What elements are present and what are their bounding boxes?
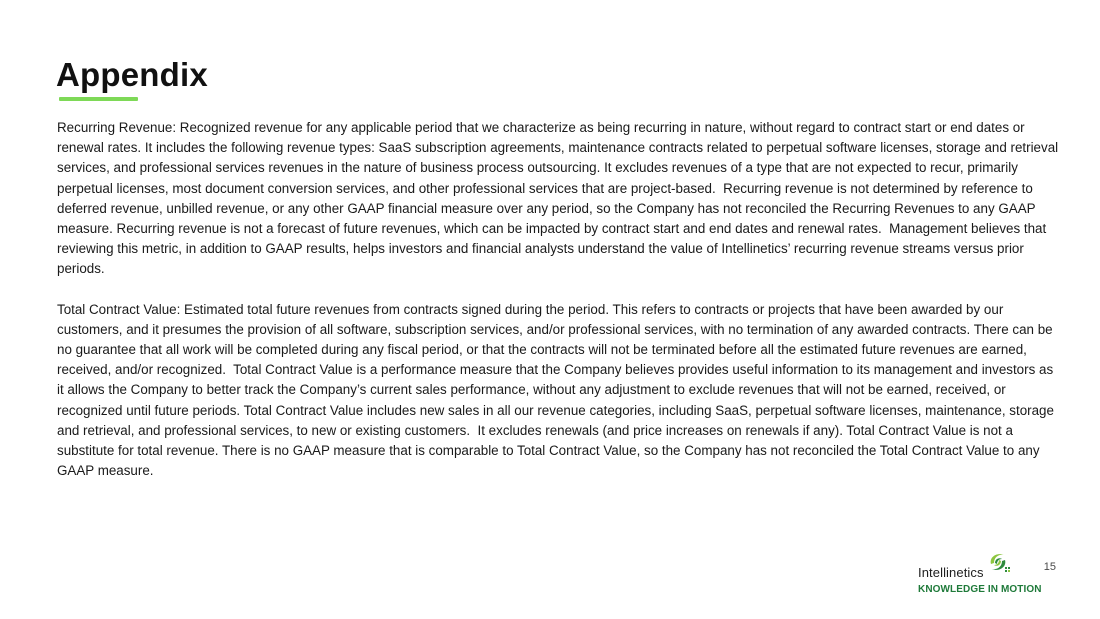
- brand-logo-block: [918, 549, 1058, 599]
- paragraph-recurring-revenue: Recurring Revenue: Recognized revenue for any applicable period that we characterize as being recurring in nature, without regard to contract start or end dates or renewal rates. It includes the following revenue types: SaaS subscription agreements, maintenance contracts related to perpetual software licenses, storage and retrieval services, and professional services revenues in the nature of business process outsourcing. It excludes revenues of a type that are not expected to recur, primarily perpetual licenses, most document conversion services, and other professional services that are project-based. Recurring revenue is not determined by reference to deferred revenue, unbilled revenue, or any other GAAP financial measure over any period, so the Company has not reconciled the Recurring Revenues to any GAAP measure. Recurring revenue is not a forecast of future revenues, which can be impacted by contract start and end dates and renewal rates. Management believes that reviewing this metric, in addition to GAAP results, helps investors and financial analysts understand the value of Intellinetics’ recurring revenue streams versus prior periods.: [57, 120, 1062, 277]
- page-title: Appendix: [56, 56, 208, 93]
- body-text: [57, 118, 1062, 501]
- brand-tagline: KNOWLEDGE IN MOTION: [918, 584, 1042, 595]
- brand-name: Intellinetics: [918, 565, 984, 580]
- page-number: 15: [1043, 561, 1056, 573]
- paragraph-total-contract-value: Total Contract Value: Estimated total future revenues from contracts signed during the period. This refers to contracts or projects that have been awarded by our customers, and it presumes the provision of all software, subscription services, and/or professional services, with no termination of any awarded contracts. There can be no guarantee that all work will be completed during any fiscal period, or that the contracts will not be terminated before all the estimated future revenues are earned, received, and/or recognized. Total Contract Value is a performance measure that the Company believes provides useful information to its management and investors as it allows the Company to better track the Company’s current sales performance, without any adjustment to exclude revenues that will not be earned, received, or recognized until future periods. Total Contract Value includes new sales in all our revenue categories, including SaaS, perpetual software licenses, maintenance, storage and retrieval, and professional services, to new or existing customers. It excludes renewals (and price increases on renewals if any). Total Contract Value is not a substitute for total revenue. There is no GAAP measure that is comparable to Total Contract Value, so the Company has not reconciled the Total Contract Value to any GAAP measure.: [57, 301, 1058, 479]
- swirl-logo-icon: [985, 549, 1011, 575]
- title-underline: [59, 97, 138, 101]
